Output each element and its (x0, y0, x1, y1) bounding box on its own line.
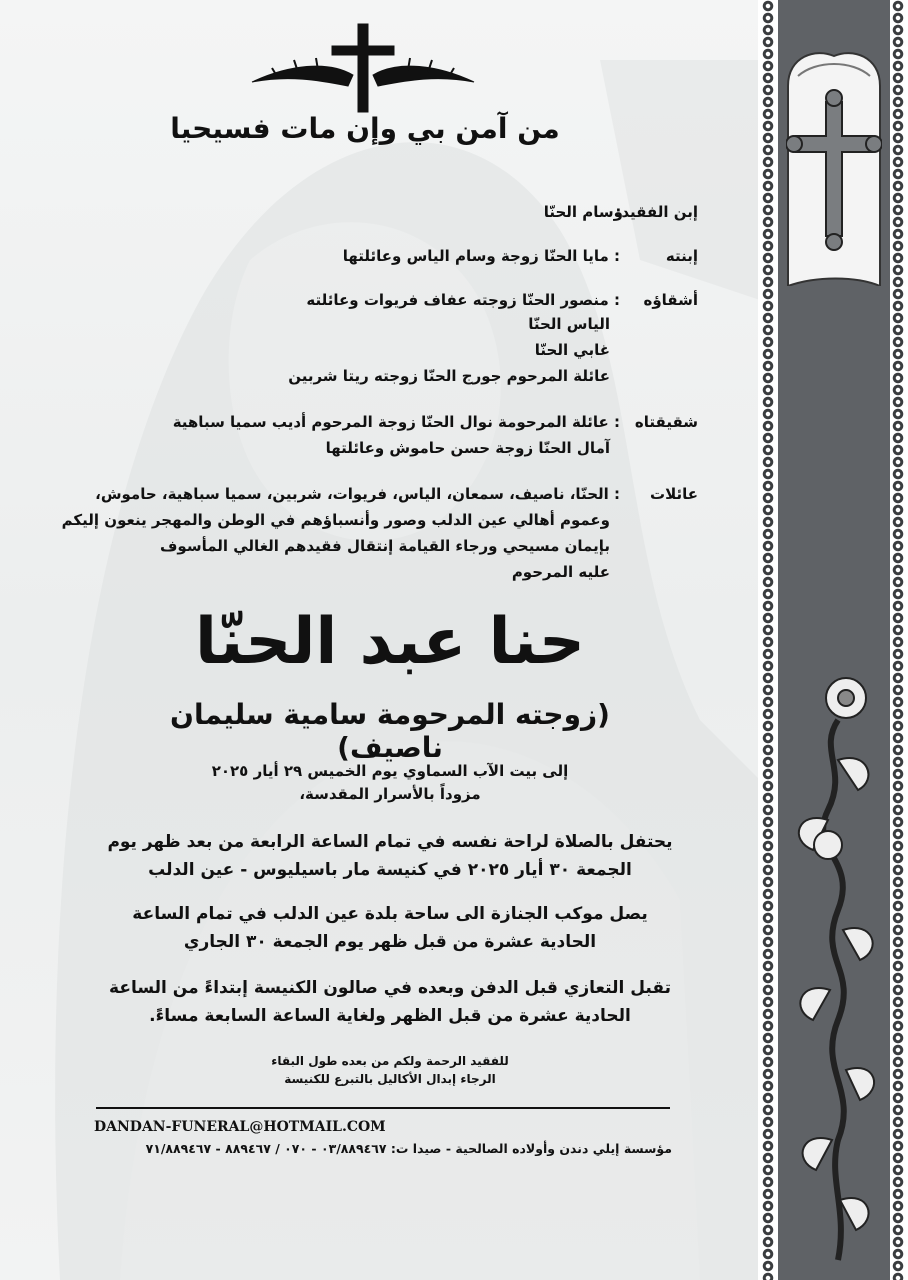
bible-verse: من آمن بي وإن مات فسيحيا (170, 112, 560, 145)
brothers-line-3: غابي الحنّا (534, 341, 610, 359)
brothers-line-4: عائلة المرحوم جورج الحنّا زوجته ريتا شربين (288, 367, 610, 385)
daughter-value: : مايا الحنّا زوجة وسام الياس وعائلتها (342, 247, 620, 265)
prayer-line-2: الجمعة ٣٠ أيار ٢٠٢٥ في كنيسة مار باسيليوس - عين الدلب (148, 860, 632, 880)
sisters-label: شقيقتاه (634, 413, 698, 431)
sisters-line-1: : عائلة المرحومة نوال الحنّا زوجة المرحوم أديب سميا سباهية (172, 413, 620, 431)
footer-email: DANDAN-FUNERAL@HOTMAIL.COM (94, 1119, 386, 1135)
passing-line-2: مزوداً بالأسرار المقدسة، (299, 785, 481, 803)
closing-line-1: للفقيد الرحمة ولكم من بعده طول البقاء (271, 1054, 509, 1068)
daughter-label: إبنته (665, 247, 698, 265)
brothers-line-2: الياس الحنّا (528, 315, 610, 333)
families-line-3: بإيمان مسيحي ورجاء القيامة إنتقال فقيدهم الغالي المأسوف (159, 537, 610, 555)
brothers-line-1: : منصور الحنّا زوجته عفاف فريوات وعائلته (306, 291, 620, 309)
families-line-2: وعموم أهالي عين الدلب وصور وأنسباؤهم في الوطن والمهجر ينعون إليكم (61, 511, 610, 529)
families-line-1: : الحنّا، ناصيف، سمعان، الياس، فريوات، شربين، سميا سباهية، حاموش، (95, 485, 620, 503)
son-value: وسام الحنّا (543, 203, 623, 221)
procession-line-1: يصل موكب الجنازة الى ساحة بلدة عين الدلب في تمام الساعة (132, 904, 648, 924)
closing-line-2: الرجاء إبدال الأكاليل بالتبرع للكنيسة (284, 1072, 496, 1086)
brothers-label: أشقاؤه (643, 291, 698, 309)
footer-company: مؤسسة إيلي دندن وأولاده الصالحية - صيدا ت: ٠٣/٨٨٩٤٦٧ - ٠٧٠ / ٨٨٩٤٦٧ - ٧١/٨٨٩٤٦٧ (145, 1141, 672, 1156)
prayer-line-1: يحتفل بالصلاة لراحة نفسه في تمام الساعة الرابعة من بعد ظهر يوم (107, 832, 673, 852)
condolences-line-2: الحادية عشرة من قبل الظهر ولغاية الساعة السابعة مساءً. (149, 1006, 631, 1026)
procession-block (100, 900, 680, 956)
prayer-block (100, 828, 680, 884)
condolences-line-1: تقبل التعازي قبل الدفن وبعده في صالون الكنيسة إبتداءً من الساعة (109, 978, 671, 998)
condolences-block (100, 974, 680, 1030)
passing-block (160, 760, 620, 806)
son-label: إبن الفقيد: (615, 203, 698, 221)
procession-line-2: الحادية عشرة من قبل ظهر يوم الجمعة ٣٠ الجاري (183, 932, 597, 952)
families-label: عائلات (650, 485, 698, 503)
sisters-line-2: آمال الحنّا زوجة حسن حاموش وعائلتها (325, 439, 610, 457)
closing-block (220, 1052, 560, 1088)
families-line-4: عليه المرحوم (511, 563, 610, 581)
passing-line-1: إلى بيت الآب السماوي يوم الخميس ٢٩ أيار ٢٠٢٥ (211, 762, 569, 780)
deceased-name: حنا عبد الحنّا (195, 605, 585, 679)
deceased-wife: (زوجته المرحومة سامية سليمان ناصيف) (170, 698, 610, 764)
footer-divider (96, 1107, 670, 1109)
